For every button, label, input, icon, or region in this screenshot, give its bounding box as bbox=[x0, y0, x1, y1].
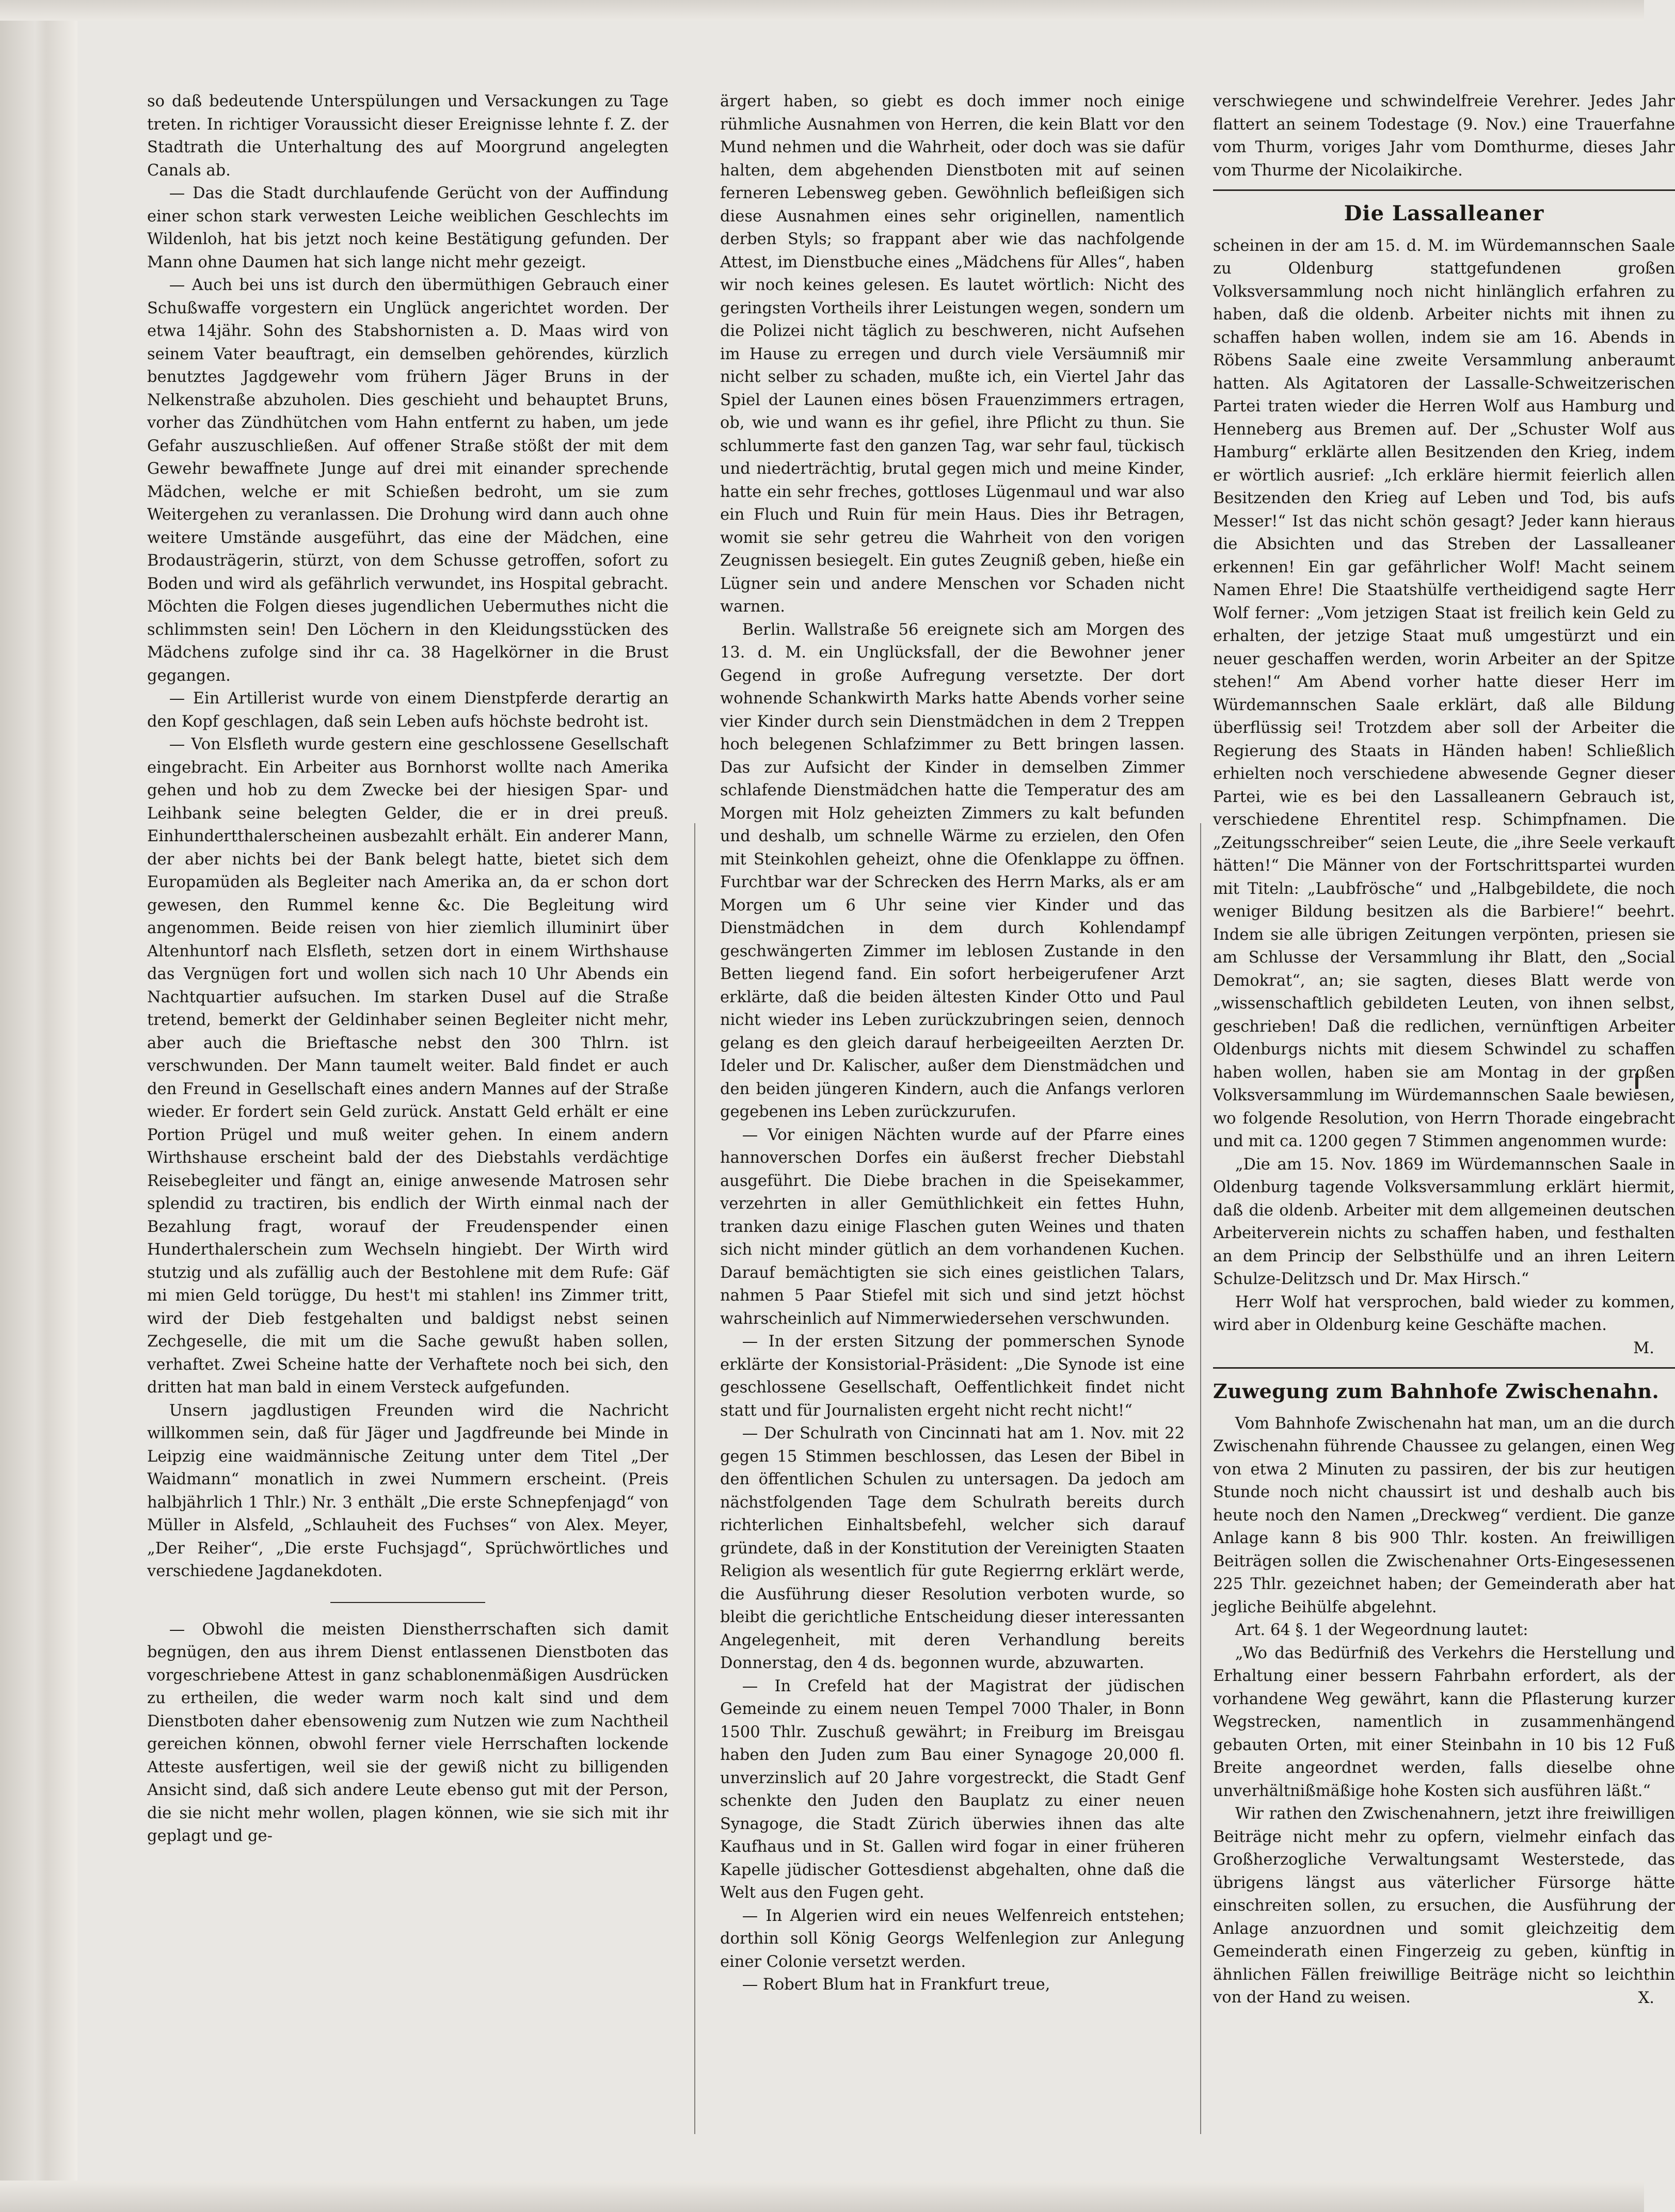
column-3 bbox=[1213, 90, 1675, 2010]
article-pomeranian-synod: — In der ersten Sitzung der pommerschen Synode erklärte der Konsistorial-Präsident: „Die Synode ist eine geschlossene Gesellschaft, Oeffentlichkeit findet nicht statt und für Journalisten ergeht nicht recht nicht!“ bbox=[720, 1333, 1185, 1420]
article-zwischenahn: Vom Bahnhofe Zwischenahn hat man, um an die durch Zwischenahn führende Chaussee zu gelangen, einen Weg von etwa 2 Minuten zu passiren, der bis zur heutigen Stunde noch nicht chaussirt ist und deshalb auch bis heute noch den Namen „Dreckweg“ verdient. Die ganze Anlage kann 8 bis 900 Thlr. kosten. An freiwilligen Beiträgen sollen die Zwischenahner Orts-Eingesessenen 225 Thlr. gezeichnet haben; der Gemeinderath aber hat jegliche Beihülfe abgelehnt. bbox=[1213, 1414, 1675, 1616]
signature-m: M. bbox=[1633, 1339, 1654, 1357]
article-corpse-rumor: — Das die Stadt durchlaufende Gerücht von der Auffindung einer schon stark verwesten Leiche weiblichen Geschlechts im Wildenloh, hat bis jetzt noch keine Bestätigung gefunden. Der Mann ohne Daumen hat sich lange nicht mehr gezeigt. bbox=[147, 184, 668, 271]
article-algeria: — In Algerien wird ein neues Welfenreich entstehen; dorthin soll König Georgs Welfenlegion zur Anlegung einer Colonie versetzt werden. bbox=[720, 1906, 1185, 1971]
scan-edge-left bbox=[0, 0, 77, 2212]
article-berlin-accident: Berlin. Wallstraße 56 ereignete sich am Morgen des 13. d. M. ein Unglücksfall, der die Bewohner jener Gegend in große Aufregung versetzte. Der dort wohnende Schankwirth Marks hatte Abends vorher seine vier Kinder durch sein Dienstmädchen in dem 2 Treppen hoch belegenen Schlafzimmer zu Bett bringen lassen. Das zur Aufsicht der Kinder in demselben Zimmer schlafende Dienstmädchen hatte die Temperatur des am Morgen mit Holz geheizten Zimmers zu kalt befunden und deshalb, um schnelle Wärme zu erzielen, den Ofen mit Steinkohlen geheizt, ohne die Ofenklappe zu öffnen. Furchtbar war der Schrecken des Herrn Marks, als er am Morgen um 6 Uhr seine vier Kinder und das Dienstmädchen in dem durch Kohlendampf geschwängerten Zimmer im leblosen Zustande in den Betten liegend fand. Ein sofort herbeigerufener Arzt erklärte, daß die beiden ältesten Kinder Otto und Paul nicht wieder ins Leben zurückzubringen seien, dennoch gelang es den gleich darauf herbeigeeilten Aerzten Dr. Ideler und Dr. Kalischer, außer dem Dienstmädchen und den beiden jüngeren Kindern, auch die Anfangs verloren gegebenen ins Leben zurückzurufen. bbox=[720, 620, 1185, 1121]
article-robert-blum-continued: verschwiegene und schwindelfreie Verehrer. Jedes Jahr flattert an seinem Todestage (9. Nov.) eine Trauerfahne vom Thurm, voriges Jahr vom Domthurme, dieses Jahr vom Thurme der Nicolaikirche. bbox=[1213, 92, 1675, 180]
wegeordnung-quote: „Wo das Bedürfniß des Verkehrs die Herstellung und Erhaltung einer bessern Fahrbahn erfordert, als der vorhandene Weg gewährt, kann die Pflasterung kurzer Wegstrecken, namentlich in zusammenhängend gebauten Orten, mit einer Steinbahn in 10 bis 12 Fuß Breite angeordnet werden, falls dieselbe ohne unverhältnißmäßige hohe Kosten sich ausführen läßt.“ bbox=[1213, 1644, 1675, 1800]
article-wegeordnung: Art. 64 §. 1 der Wegeordnung lautet: bbox=[1235, 1621, 1528, 1639]
scan-edge-top bbox=[0, 0, 1644, 21]
article-elsfleth-theft: — Von Elsfleth wurde gestern eine geschlossene Gesellschaft eingebracht. Ein Arbeiter aus Bornhorst wollte nach Amerika gehen und hob zu dem Zwecke bei der hiesigen Spar- und Leihbank seine belegten Gelder, die er in drei preuß. Einhundertthalerscheinen ausbezahlt erhält. Ein anderer Mann, der aber nichts bei der Bank belegt hatte, bietet sich dem Europamüden als Begleiter nach Amerika an, da er schon dort gewesen, den Rummel kenne &c. Die Begleitung wird angenommen. Beide reisen von hier ziemlich illuminirt über Altenhuntorf nach Elsfleth, setzen dort in einem Wirthshause das Vergnügen fort und wollen sich nach 10 Uhr Abends ein Nachtquartier aufsuchen. Im starken Dusel auf die Straße tretend, bemerkt der Geldinhaber seinen Begleiter nicht mehr, aber auch die Brieftasche nebst den 300 Thlrn. ist verschwunden. Der Mann taumelt weiter. Bald findet er auch den Freund in Gesellschaft eines andern Mannes auf der Straße wieder. Er fordert sein Geld zurück. Anstatt Geld erhält er eine Portion Prügel und muß weiter gehen. In einem andern Wirthshause erscheint bald der des Diebstahls verdächtige Reisebegleiter und fängt an, einige anwesende Matrosen sehr splendid zu tractiren, bis endlich der Wirth einmal nach der Bezahlung fragt, worauf der Freudenspender einen Hunderthalerschein zum Wechseln hingiebt. Der Wirth wird stutzig und als zufällig auch der Bestohlene mit dem Rufe: Gäf mi mien Geld torügge, Du hest't mi stahlen! ins Zimmer tritt, wird der Dieb festgehalten und baldigst nebst seinen Zechgeselle, die mit um die Sache gewußt haben sollen, verhaftet. Zwei Scheine hatte der Verhaftete noch bei sich, den dritten hat man bald in einem Versteck aufgefunden. bbox=[147, 735, 668, 1397]
newspaper-page bbox=[83, 49, 1675, 2160]
signature-x: X. bbox=[1638, 1989, 1654, 2007]
section-divider bbox=[330, 1602, 485, 1603]
heading-lassalleaner: Die Lassalleaner bbox=[1344, 201, 1544, 226]
article-parsonage-theft: — Vor einigen Nächten wurde auf der Pfarre eines hannoverschen Dorfes ein äußerst frecher Diebstahl ausgeführt. Die Diebe brachen in die Speisekammer, verzehrten in aller Gemüthlichkeit ein fettes Huhn, tranken dazu einige Flaschen guten Weines und thaten sich nicht minder gütlich an dem vorhandenen Kuchen. Darauf bemächtigten sie sich eines geistlichen Talars, nahmen 5 Paar Stiefel mit sich und sind jetzt höchst wahrscheinlich auf Nimmerwiedersehen verschwunden. bbox=[720, 1126, 1185, 1328]
section-divider bbox=[1213, 1367, 1675, 1369]
section-divider bbox=[1213, 189, 1675, 191]
article-synagogues: — In Crefeld hat der Magistrat der jüdischen Gemeinde zu einem neuen Tempel 7000 Thaler, in Bonn 1500 Thlr. Zuschuß gewährt; in Freiburg im Breisgau haben den Juden zum Bau einer Synagoge 20,000 fl. unverzinslich auf 20 Jahre vorgestreckt, die Stadt Genf schenkte den Juden den Bauplatz zu einer neuen Synagoge, die Stadt Zürich überwies ihnen das alte Kaufhaus und in St. Gallen wird fogar in einer früheren Kapelle jüdischer Gottesdienst abgehalten, ohne daß die Welt aus den Fugen geht. bbox=[720, 1677, 1185, 1902]
article-cincinnati-school: — Der Schulrath von Cincinnati hat am 1. Nov. mit 22 gegen 15 Stimmen beschlossen, das Lesen der Bibel in den öffentlichen Schulen zu untersagen. Da jedoch am nächstfolgenden Tage dem Schulrath bereits durch richterlichen Einhaltsbefehl, welcher sich darauf gründete, daß in der Konstitution der Vereinigten Staaten Religion als wesentlich für gute Regierrng erklärt werde, die Ausführung dieser Resolution verboten wurde, so bleibt die gerichtliche Entscheidung dieser interessanten Angelegenheit, mit deren Verhandlung bereits Donnerstag, den 4 ds. begonnen wurde, abzuwarten. bbox=[720, 1424, 1185, 1672]
column-rule-right bbox=[1200, 823, 1201, 2134]
resolution-quote: „Die am 15. Nov. 1869 im Würdemannschen Saale in Oldenburg tagende Volksversammlung erklärt hiermit, daß die oldenb. Arbeiter mit dem allgemeinen deutschen Arbeiterverein nichts zu schaffen haben, und festhalten an dem Princip der Selbsthülfe und an ihren Leitern Schulze-Delitzsch und Dr. Max Hirsch.“ bbox=[1213, 1155, 1675, 1288]
column-2 bbox=[720, 90, 1185, 1997]
article-wolf-promise: Herr Wolf hat versprochen, bald wieder zu kommen, wird aber in Oldenburg keine Geschäfte machen. bbox=[1213, 1293, 1675, 1334]
article-hunting-journal: Unsern jagdlustigen Freunden wird die Nachricht willkommen sein, daß für Jäger und Jagdfreunde bei Minde in Leipzig eine waidmännische Zeitung unter dem Titel „Der Waidmann“ monatlich in zwei Nummern erscheint. (Preis halbjährlich 1 Thlr.) Nr. 3 enthält „Die erste Schnepfenjagd“ von Müller in Alsfeld, „Schlauheit des Fuchses“ von Alex. Meyer, „Der Reiher“, „Die erste Fuchsjagd“, Sprüchwörtliches und verschiedene Jagdanekdoten. bbox=[147, 1401, 668, 1580]
article-servant-certificates-continued: ärgert haben, so giebt es doch immer noch einige rühmliche Ausnahmen von Herren, die kein Blatt vor den Mund nehmen und die Wahrheit, oder doch was sie dafür halten, dem abgehenden Dienstboten mit auf seinen ferneren Lebensweg geben. Gewöhnlich befleißigen sich diese Ausnahmen eines sehr originellen, namentlich derben Styls; so frappant aber wie das nachfolgende Attest, im Dienstbuche eines „Mädchens für Alles“, haben wir noch keines gelesen. Es lautet wörtlich: Nicht des geringsten Vortheils ihrer Leistungen wegen, sondern um die Polizei nicht täglich zu beschweren, nicht Aufsehen im Hause zu erregen und durch viele Versäumniß mir nicht selber zu schaden, mußte ich, ein Viertel Jahr das Spiel der Launen eines bösen Frauenzimmers ertragen, ob, wie und wann es ihr gefiel, ihre Pflicht zu thun. Sie schlummerte fast den ganzen Tag, war sehr faul, tückisch und niederträchtig, brutal gegen mich und meine Kinder, hatte ein sehr freches, gottloses Lügenmaul und war also ein Fluch und Ruin für mein Haus. Dies ihr Betragen, womit sie sehr getreu die Wahrheit von den vorigen Zeugnissen besiegelt. Ein gutes Zeugniß geben, hieße ein Lügner sein und andere Menschen vor Schaden nicht warnen. bbox=[720, 92, 1185, 616]
heading-zwischenahn: Zuwegung zum Bahnhofe Zwischenahn. bbox=[1213, 1380, 1660, 1403]
scan-edge-bottom bbox=[0, 2181, 1644, 2212]
article-lassalleaner: scheinen in der am 15. d. M. im Würdemannschen Saale zu Oldenburg stattgefundenen großen Volksversammlung noch nicht hinlänglich erfahren zu haben, daß die oldenb. Arbeiter nichts mit ihnen zu schaffen haben wollen, indem sie am 16. Abends in Röbens Saale eine zweite Versammlung anberaumt hatten. Als Agitatoren der Lassalle-Schweitzerischen Partei traten wieder die Herren Wolf aus Hamburg und Henneberg aus Bremen auf. Der „Schuster Wolf aus Hamburg“ erklärte allen Besitzenden den Krieg, indem er wörtlich ausrief: „Ich erkläre hiermit feierlich allen Besitzenden den Krieg auf Leben und Tod, bis aufs Messer!“ Ist das nicht schön gesagt? Jeder kann hieraus die Absichten und das Streben der Lassalleaner erkennen! Ein gar gefährlicher Wolf! Macht seinem Namen Ehre! Die Staatshülfe vertheidigend sagte Herr Wolf ferner: „Vom jetzigen Staat ist freilich kein Geld zu erhalten, der jetzige Staat muß umgestürzt und ein neuer geschaffen werden, worin Arbeiter an der Spitze stehen!“ Am Abend vorher hatte dieser Herr im Würdemannschen Saale erklärt, daß alle Bildung überflüssig sei! Trotzdem aber soll der Arbeiter die Regierung des Staats in Händen haben! Schließlich erhielten noch verschiedene abwesende Gegner dieser Partei, wie es bei den Lassalleanern Gebrauch ist, verschiedene Ehrentitel resp. Schimpfnamen. Die „Zeitungsschreiber“ seien Leute, die „ihre Seele verkauft hätten!“ Die Männer von der Fortschrittspartei wurden mit Titeln: „Laubfrösche“ und „Halbgebildete, die noch weniger Bildung besitzen als die Barbiere!“ beehrt. Indem sie alle übrigen Zeitungen verpönten, priesen sie am Schlusse der Versammlung ihr Blatt, den „Social Demokrat“, an; sie sagten, dieses Blatt werde von „wissenschaftlich gebildeten Leuten, von ihnen selbst, geschrieben! Daß die redlichen, vernünftigen Arbeiter Oldenburgs nichts mit diesem Schwindel zu schaffen haben wollen, haben sie am Montag in der großen Volksversammlung im Würdemannschen Saale bewiesen, wo folgende Resolution, von Herrn Thorade eingebracht und mit ca. 1200 gegen 7 Stimmen angenommen wurde: bbox=[1213, 236, 1675, 1150]
article-servant-certificates: — Obwohl die meisten Dienstherrschaften sich damit begnügen, den aus ihrem Dienst entlassenen Dienstboten das vorgeschriebene Attest in ganz schablonenmäßigen Ausdrücken zu ertheilen, die weder warm noch kalt sind und dem Dienstboten daher ebensowenig zum Nutzen wie zum Nachtheil gereichen können, obwohl ferner viele Herrschaften lockende Atteste ausfertigen, weil sie der gewiß nicht zu billigenden Ansicht sind, daß sich andere Leute ebenso gut mit der Person, die sie nicht mehr wollen, plagen können, wie sie sich mit ihr geplagt und ge- bbox=[147, 1620, 668, 1845]
article-artillerist: — Ein Artillerist wurde von einem Dienstpferde derartig an den Kopf geschlagen, daß sein Leben aufs höchste bedroht ist. bbox=[147, 690, 668, 731]
article-canal-continued: so daß bedeutende Unterspülungen und Versackungen zu Tage treten. In richtiger Voraussicht dieser Ereignisse lehnte f. Z. der Stadtrath die Unterhaltung des auf Moorgrund angelegten Canals ab. bbox=[147, 92, 668, 180]
column-rule-left bbox=[694, 823, 695, 2134]
article-robert-blum: — Robert Blum hat in Frankfurt treue, bbox=[742, 1976, 1050, 1994]
article-firearm-accident: — Auch bei uns ist durch den übermüthigen Gebrauch einer Schußwaffe vorgestern ein Unglück angerichtet worden. Der etwa 14jähr. Sohn des Stabshornisten a. D. Maas wird von seinem Vater beauftragt, ein demselben gehörendes, kürzlich benutztes Jagdgewehr vom frühern Jäger Bruns in der Nelkenstraße abzuholen. Dies geschieht und behauptet Bruns, vorher das Zündhütchen vom Hahn entfernt zu haben, um jede Gefahr auszuschließen. Auf offener Straße stößt der mit dem Gewehr bewaffnete Junge auf drei mit einander sprechende Mädchen, welche er mit Schießen bedroht, um sie zum Weitergehen zu veranlassen. Die Drohung wird dann auch ohne weitere Umstände ausgeführt, das eine der Mädchen, eine Brodausträgerin, stürzt, von dem Schusse getroffen, sofort zu Boden und wird als gefährlich verwundet, ins Hospital gebracht. Möchten die Folgen dieses jugendlichen Uebermuthes nicht die schlimmsten sein! Den Löchern in den Kleidungsstücken des Mädchens zufolge sind ihr ca. 38 Hagelkörner in die Brust gegangen. bbox=[147, 276, 668, 685]
column-1 bbox=[147, 90, 668, 1848]
article-zwischenahn-advice: Wir rathen den Zwischenahnern, jetzt ihre freiwilligen Beiträge nicht mehr zu opfern, vielmehr einfach das Großherzogliche Verwaltungsamt Westerstede, das übrigens längst aus väterlicher Fürsorge hätte einschreiten sollen, zu ersuchen, die Ausführung der Anlage anzuordnen und somit gleichzeitig dem Gemeinderath einen Fingerzeig zu geben, künftig in ähnlichen Fällen freiwillige Beiträge nicht so leichthin von der Hand zu weisen. bbox=[1213, 1805, 1675, 2007]
